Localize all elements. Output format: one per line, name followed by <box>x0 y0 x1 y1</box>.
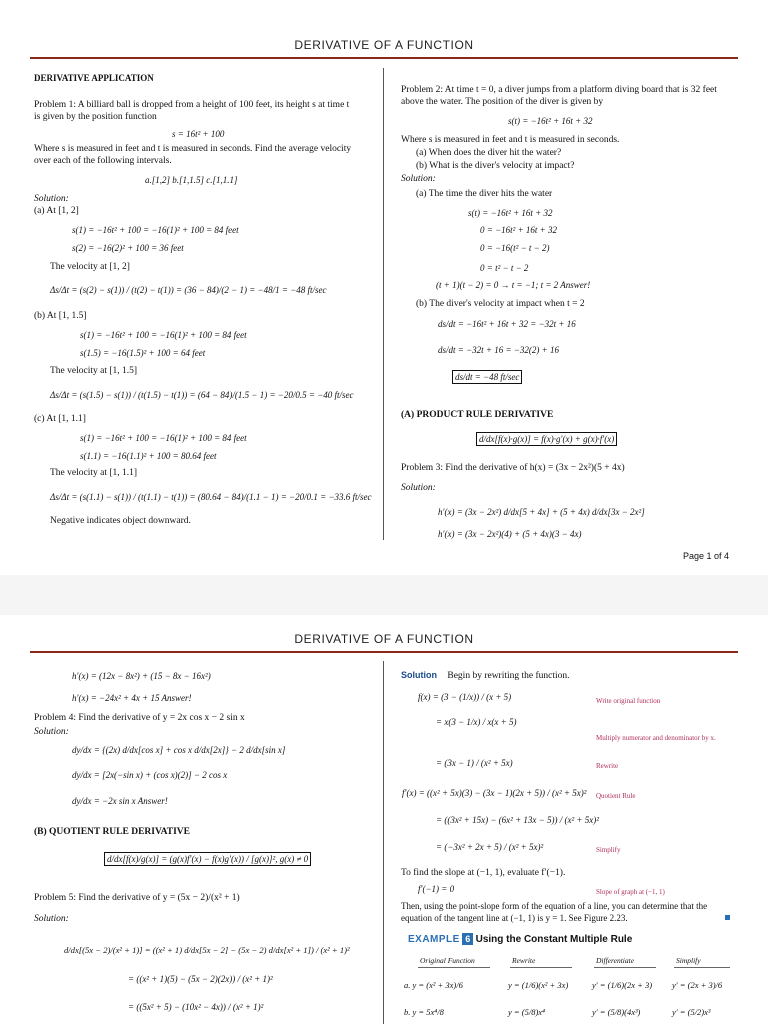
step-expr: = (−3x² + 2x + 5) / (x² + 5x)² <box>436 842 544 852</box>
problem-text: Problem 4: Find the derivative of y = 2x cos x − 2 sin x <box>34 713 245 723</box>
problem-text: above the water. The position of the diver is given by <box>401 97 604 107</box>
equation: Δs/Δt = (s(2) − s(1)) / (t(2) − t(1)) = (36 − 84)/(2 − 1) = −48/1 = −48 ft/sec <box>50 285 327 295</box>
step-expr: = ((3x² + 15x) − (6x² + 13x − 5)) / (x² + 5x)² <box>436 815 599 825</box>
problem-text: Problem 5: Find the derivative of y = (5x − 2)/(x² + 1) <box>34 893 240 903</box>
problem-text: is given by the position function <box>34 112 157 122</box>
solution-tag: Solution <box>401 670 437 680</box>
question: (a) When does the diver hit the water? <box>416 148 562 158</box>
solution-intro <box>401 669 570 682</box>
table-header-rule <box>594 967 656 968</box>
table-cell: y = (1/6)(x² + 3x) <box>508 980 569 990</box>
velocity-label: The velocity at [1, 1.5] <box>50 366 138 376</box>
part-label: (b) At [1, 1.5] <box>34 311 87 321</box>
problem-text: Where s is measured in feet and t is measured in seconds. Find the average velocity <box>34 144 352 154</box>
equation: = ((x² + 1)(5) − (5x − 2)(2x)) / (x² + 1)² <box>128 974 273 984</box>
example-number: 6 <box>462 933 473 945</box>
equation: Δs/Δt = (s(1.5) − s(1)) / (t(1.5) − t(1)) = (64 − 84)/(1.5 − 1) = −20/0.5 = −40 ft/sec <box>50 390 354 400</box>
slope-text: To find the slope at (−1, 1), evaluate f′(−1). <box>401 868 566 878</box>
table-header-rule <box>418 967 490 968</box>
equation: d/dx[(5x − 2)/(x² + 1)] = ((x² + 1) d/dx[5x − 2] − (5x − 2) d/dx[x² + 1]) / (x² + 1)² <box>64 945 350 955</box>
step-expr: = (3x − 1) / (x² + 5x) <box>436 758 513 768</box>
step-note: Write original function <box>596 697 661 705</box>
table-header: Original Function <box>420 956 475 965</box>
step-note: Quotient Rule <box>596 792 636 800</box>
header-rule <box>30 57 738 59</box>
step-expr: = x(3 − 1/x) / x(x + 5) <box>436 717 517 727</box>
end-marker-icon <box>725 915 730 920</box>
table-cell: b. y = 5x⁴/8 <box>404 1007 444 1017</box>
step-expr: f′(x) = ((x² + 5x)(3) − (3x − 1)(2x + 5)) / (x² + 5x)² <box>402 788 587 798</box>
table-cell: y′ = (1/6)(2x + 3) <box>592 980 653 990</box>
conclusion-line: equation of the tangent line at (−1, 1) is y = 1. See Figure 2.23. <box>401 913 628 923</box>
table-header-rule <box>510 967 572 968</box>
conclusion-line: Then, using the point-slope form of the equation of a line, you can determine that the <box>401 901 708 911</box>
part-label: (c) At [1, 1.1] <box>34 414 86 424</box>
equation: s = 16t² + 100 <box>172 129 225 139</box>
table-header: Simplify <box>676 956 701 965</box>
part-label: (a) The time the diver hits the water <box>416 189 553 199</box>
heading: DERIVATIVE APPLICATION <box>34 73 154 83</box>
problem-text: Where s is measured in feet and t is measured in seconds. <box>401 135 620 145</box>
equation: dy/dx = [2x(−sin x) + (cos x)(2)] − 2 cos x <box>72 770 228 780</box>
column-divider <box>383 68 384 540</box>
table-header: Rewrite <box>512 956 536 965</box>
table-header: Differentiate <box>596 956 635 965</box>
solution-label: Solution: <box>34 914 69 924</box>
equation: s(1.5) = −16(1.5)² + 100 = 64 feet <box>80 348 206 358</box>
part-label: (a) At [1, 2] <box>34 206 79 216</box>
equation: = ((5x² + 5) − (10x² − 4x)) / (x² + 1)² <box>128 1002 264 1012</box>
equation: s(1) = −16t² + 100 = −16(1)² + 100 = 84 feet <box>80 433 247 443</box>
step-expr: f(x) = (3 − (1/x)) / (x + 5) <box>418 692 512 702</box>
equation: h′(x) = (12x − 8x²) + (15 − 8x − 16x²) <box>72 671 211 681</box>
table-cell: y′ = (5/2)x³ <box>672 1007 711 1017</box>
problem-text: Problem 1: A billiard ball is dropped from a height of 100 feet, its height s at time t <box>34 100 350 110</box>
quotient-rule-formula: d/dx[f(x)/g(x)] = (g(x)f′(x) − f(x)g′(x)) / [g(x)]², g(x) ≠ 0 <box>104 852 311 866</box>
page-header-title: DERIVATIVE OF A FUNCTION <box>294 632 474 646</box>
section-heading: (A) PRODUCT RULE DERIVATIVE <box>401 410 554 420</box>
page-2 <box>0 615 768 1024</box>
equation: s(t) = −16t² + 16t + 32 <box>468 208 553 218</box>
table-cell: y′ = (5/8)(4x³) <box>592 1007 641 1017</box>
solution-label: Solution: <box>34 727 69 737</box>
step-note: Simplify <box>596 846 621 854</box>
boxed-answer: ds/dt = −48 ft/sec <box>452 370 522 384</box>
table-header-rule <box>674 967 730 968</box>
problem-text: Problem 3: Find the derivative of h(x) = (3x − 2x²)(5 + 4x) <box>401 463 625 473</box>
equation: dy/dx = {(2x) d/dx[cos x] + cos x d/dx[2x]} − 2 d/dx[sin x] <box>72 745 286 755</box>
equation: s(1) = −16t² + 100 = −16(1)² + 100 = 84 feet <box>72 225 239 235</box>
conclusion: Negative indicates object downward. <box>50 516 191 526</box>
equation: h′(x) = (3x − 2x²)(4) + (5 + 4x)(3 − 4x) <box>438 529 582 539</box>
equation: ds/dt = −32t + 16 = −32(2) + 16 <box>438 345 559 355</box>
example-heading <box>408 933 632 946</box>
equation: s(t) = −16t² + 16t + 32 <box>508 116 593 126</box>
problem-text: over each of the following intervals. <box>34 156 172 166</box>
page-gap <box>0 575 768 615</box>
intervals: a.[1,2] b.[1,1.5] c.[1,1.1] <box>145 175 238 185</box>
step-note: Rewrite <box>596 762 619 770</box>
column-divider <box>383 661 384 1024</box>
equation: h′(x) = (3x − 2x²) d/dx[5 + 4x] + (5 + 4x) d/dx[3x − 2x²] <box>438 507 645 517</box>
solution-label: Solution: <box>34 194 69 204</box>
slope-expr: f′(−1) = 0 <box>418 884 455 894</box>
equation: ds/dt = −16t² + 16t + 32 = −32t + 16 <box>438 319 576 329</box>
table-cell: y′ = (2x + 3)/6 <box>672 980 723 990</box>
solution-intro-text: Begin by rewriting the function. <box>447 671 570 681</box>
section-heading: (B) QUOTIENT RULE DERIVATIVE <box>34 827 190 837</box>
page-header-title: DERIVATIVE OF A FUNCTION <box>294 38 474 52</box>
question: (b) What is the diver's velocity at impact? <box>416 161 575 171</box>
equation: s(1) = −16t² + 100 = −16(1)² + 100 = 84 feet <box>80 330 247 340</box>
equation: 0 = −16t² + 16t + 32 <box>480 225 557 235</box>
table-cell: y = (5/8)x⁴ <box>508 1007 546 1017</box>
page-number: Page 1 of 4 <box>683 551 730 561</box>
table-cell: a. y = (x² + 3x)/6 <box>404 980 463 990</box>
equation: s(2) = −16(2)² + 100 = 36 feet <box>72 243 184 253</box>
part-label: (b) The diver's velocity at impact when t = 2 <box>416 299 585 309</box>
product-rule-formula: d/dx[f(x)·g(x)] = f(x)·g′(x) + g(x)·f′(x) <box>476 432 617 446</box>
step-note: Multiply numerator and denominator by x. <box>596 734 716 742</box>
equation: s(1.1) = −16(1.1)² + 100 = 80.64 feet <box>80 451 217 461</box>
equation: 0 = t² − t − 2 <box>480 263 529 273</box>
solution-label: Solution: <box>401 174 436 184</box>
example-label: EXAMPLE <box>408 934 460 945</box>
slope-note: Slope of graph at (−1, 1) <box>596 888 665 896</box>
example-title: Using the Constant Multiple Rule <box>475 934 633 945</box>
problem-text: Problem 2: At time t = 0, a diver jumps from a platform diving board that is 32 feet <box>401 85 717 95</box>
solution-label: Solution: <box>401 483 436 493</box>
answer-equation: dy/dx = −2x sin x Answer! <box>72 796 168 806</box>
equation: 0 = −16(t² − t − 2) <box>480 243 550 253</box>
velocity-label: The velocity at [1, 2] <box>50 262 130 272</box>
answer-equation: h′(x) = −24x² + 4x + 15 Answer! <box>72 693 192 703</box>
header-rule <box>30 651 738 653</box>
velocity-label: The velocity at [1, 1.1] <box>50 468 138 478</box>
equation: Δs/Δt = (s(1.1) − s(1)) / (t(1.1) − t(1)) = (80.64 − 84)/(1.1 − 1) = −20/0.1 = −33.6 ft/sec <box>50 492 372 502</box>
answer-equation: (t + 1)(t − 2) = 0 → t = −1; t = 2 Answer! <box>436 280 591 290</box>
